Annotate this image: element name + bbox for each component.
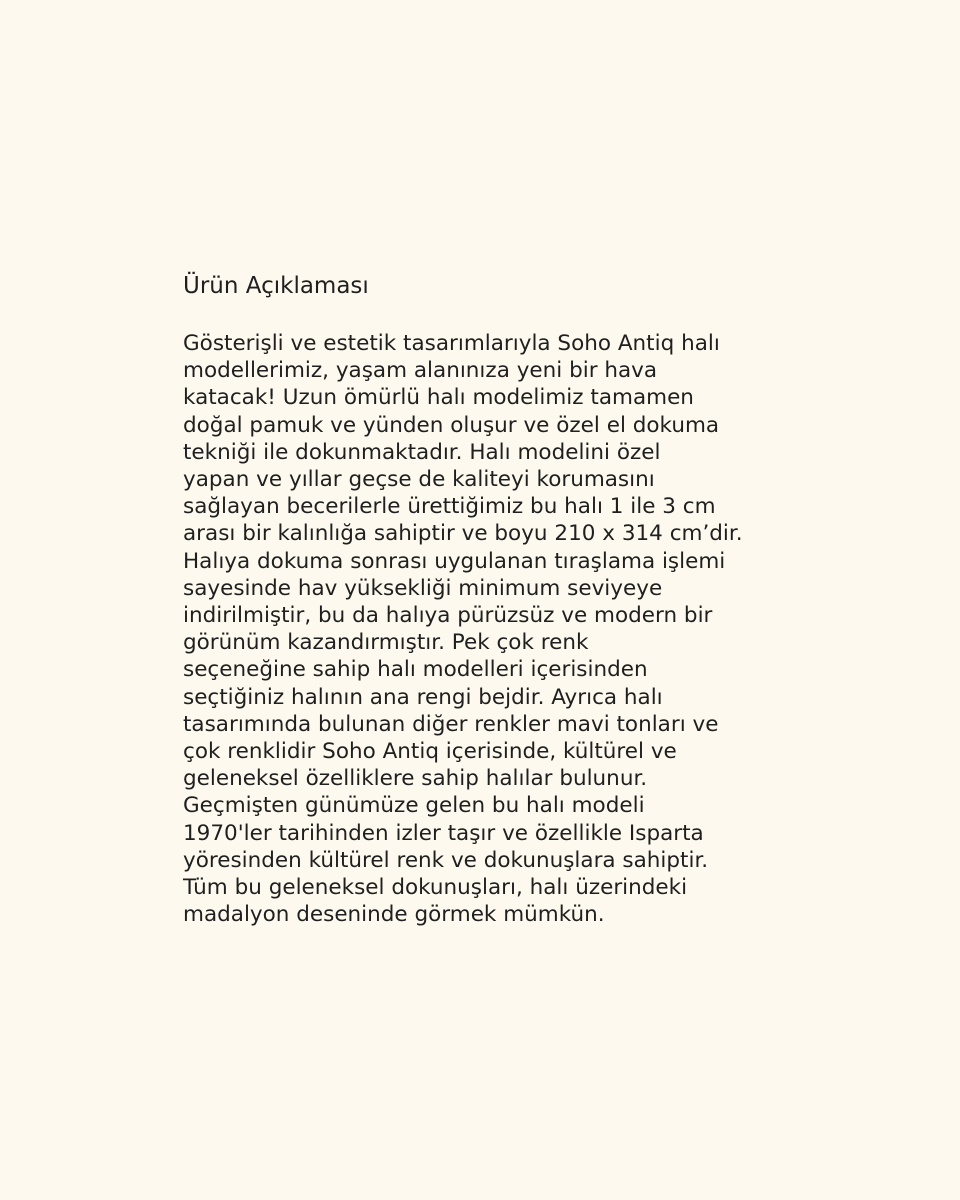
description-line: seçeneğine sahip halı modelleri içerisinden — [183, 657, 648, 683]
description-line: indirilmiştir, bu da halıya pürüzsüz ve modern bir — [183, 603, 713, 629]
description-line: yapan ve yıllar geçse de kaliteyi korumasını — [183, 467, 655, 493]
description-line: tekniği ile dokunmaktadır. Halı modelini özel — [183, 439, 661, 465]
description-line: katacak! Uzun ömürlü halı modelimiz tamamen — [183, 385, 694, 411]
description-line: Tüm bu geleneksel dokunuşları, halı üzerindeki — [183, 875, 688, 901]
description-line: seçtiğiniz halının ana rengi bejdir. Ayrıca halı — [183, 684, 663, 710]
description-line: Geçmişten günümüze gelen bu halı modeli — [183, 793, 645, 819]
product-description-section — [183, 268, 883, 928]
description-line: görünüm kazandırmıştır. Pek çok renk — [183, 630, 589, 656]
description-line: modellerimiz, yaşam alanınıza yeni bir hava — [183, 358, 658, 384]
description-line: sağlayan becerilerle ürettiğimiz bu halı 1 ile 3 cm — [183, 494, 716, 520]
description-line: Halıya dokuma sonrası uygulanan tıraşlama işlemi — [183, 548, 726, 574]
description-line: geleneksel özelliklere sahip halılar bulunur. — [183, 766, 648, 792]
description-line: 1970'ler tarihinden izler taşır ve özellikle Isparta — [183, 820, 704, 846]
description-line: yöresinden kültürel renk ve dokunuşlara sahiptir. — [183, 847, 709, 873]
description-line: arası bir kalınlığa sahiptir ve boyu 210 x 314 cm’dir. — [183, 521, 743, 547]
description-line: doğal pamuk ve yünden oluşur ve özel el dokuma — [183, 412, 720, 438]
description-line: çok renklidir Soho Antiq içerisinde, kültürel ve — [183, 739, 677, 765]
description-text — [183, 330, 883, 928]
description-line: Gösterişli ve estetik tasarımlarıyla Soho Antiq halı — [183, 331, 720, 356]
section-title: Ürün Açıklaması — [183, 273, 369, 299]
description-line: madalyon deseninde görmek mümkün. — [183, 902, 605, 928]
description-line: sayesinde hav yüksekliği minimum seviyeye — [183, 575, 663, 601]
description-line: tasarımında bulunan diğer renkler mavi tonları ve — [183, 711, 719, 737]
